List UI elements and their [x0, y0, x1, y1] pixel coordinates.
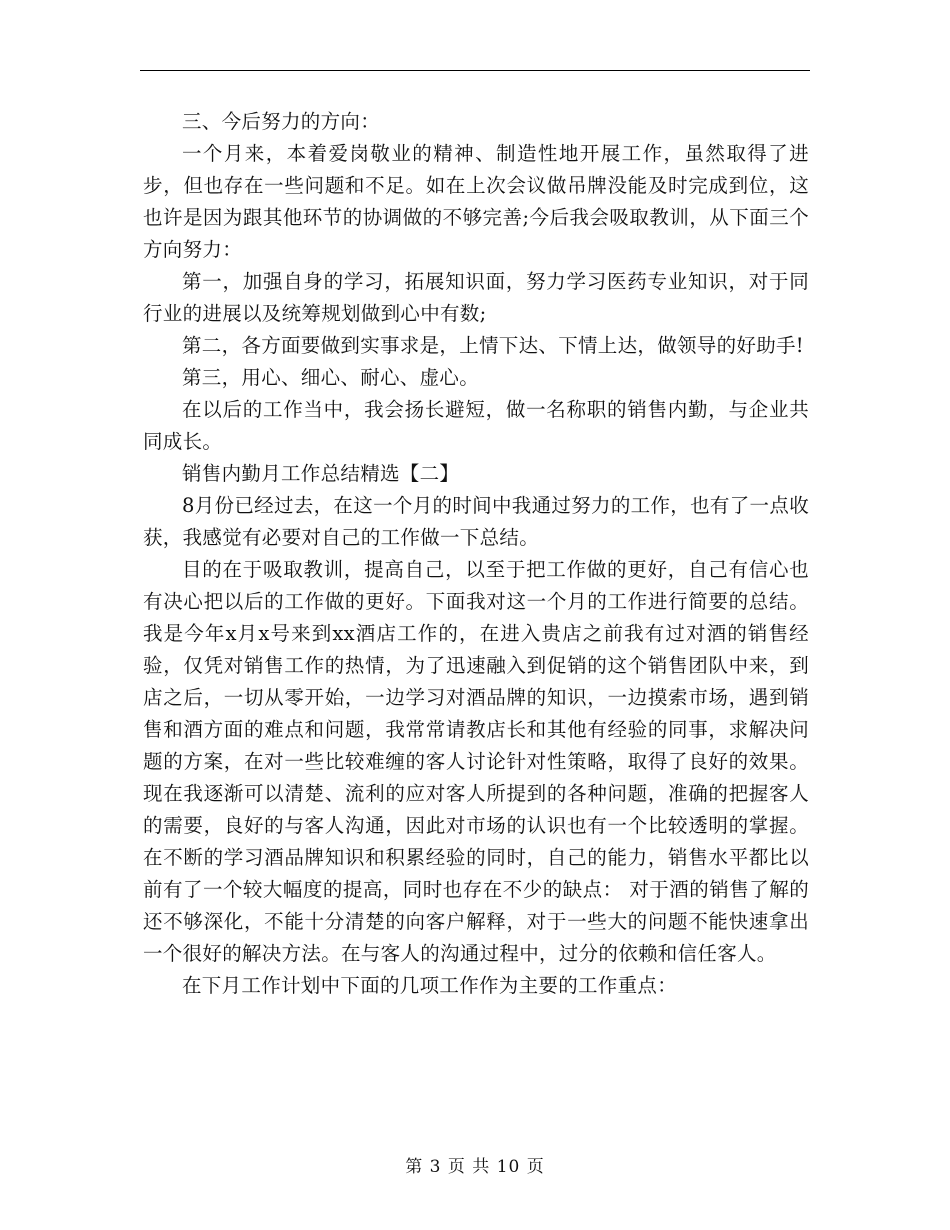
section-heading: 三、今后努力的方向：: [182, 110, 381, 133]
body-paragraph: 在下月工作计划中下面的几项工作作为主要的工作重点：: [182, 974, 678, 997]
header-rule: [140, 70, 810, 71]
document-body: [143, 106, 809, 1002]
body-paragraph: 第三，用心、细心、耐心、虚心。: [182, 366, 480, 389]
body-paragraph: 第一，加强自身的学习，拓展知识面，努力学习医药专业知识，对于同行业的进展以及统筹规划做到心中有数;: [143, 270, 809, 325]
body-paragraph: 在以后的工作当中，我会扬长避短，做一名称职的销售内勤，与企业共同成长。: [143, 398, 809, 453]
body-paragraph: 第二，各方面要做到实事求是，上情下达、下情上达，做领导的好助手!: [182, 334, 804, 357]
page-number: 第 3 页 共 10 页: [405, 1157, 545, 1177]
body-paragraph: 一个月来，本着爱岗敬业的精神、制造性地开展工作，虽然取得了进步，但也存在一些问题和不足。如在上次会议做吊牌没能及时完成到位，这也许是因为跟其他环节的协调做的不够完善;今后我会吸取教训，从下面三个方向努力：: [143, 142, 809, 261]
body-paragraph: 目的在于吸取教训，提高自己，以至于把工作做的更好，自己有信心也有决心把以后的工作做的更好。下面我对这一个月的工作进行简要的总结。我是今年x月x号来到xx酒店工作的，在进入贵店之前我有过对酒的销售经验，仅凭对销售工作的热情，为了迅速融入到促销的这个销售团队中来，到店之后，一切从零开始，一边学习对酒品牌的知识，一边摸索市场，遇到销售和酒方面的难点和问题，我常常请教店长和其他有经验的同事，求解决问题的方案，在对一些比较难缠的客人讨论针对性策略，取得了良好的效果。现在我逐渐可以清楚、流利的应对客人所提到的各种问题，准确的把握客人的需要，良好的与客人沟通，因此对市场的认识也有一个比较透明的掌握。在不断的学习酒品牌知识和积累经验的同时，自己的能力，销售水平都比以前有了一个较大幅度的提高，同时也存在不少的缺点： 对于酒的销售了解的还不够深化，不能十分清楚的向客户解释，对于一些大的问题不能快速拿出一个很好的解决方法。在与客人的沟通过程中，过分的依赖和信任客人。: [143, 558, 809, 965]
article-title: 销售内勤月工作总结精选【二】: [182, 462, 460, 485]
body-paragraph: 8月份已经过去，在这一个月的时间中我通过努力的工作，也有了一点收获，我感觉有必要对自己的工作做一下总结。: [143, 494, 809, 549]
